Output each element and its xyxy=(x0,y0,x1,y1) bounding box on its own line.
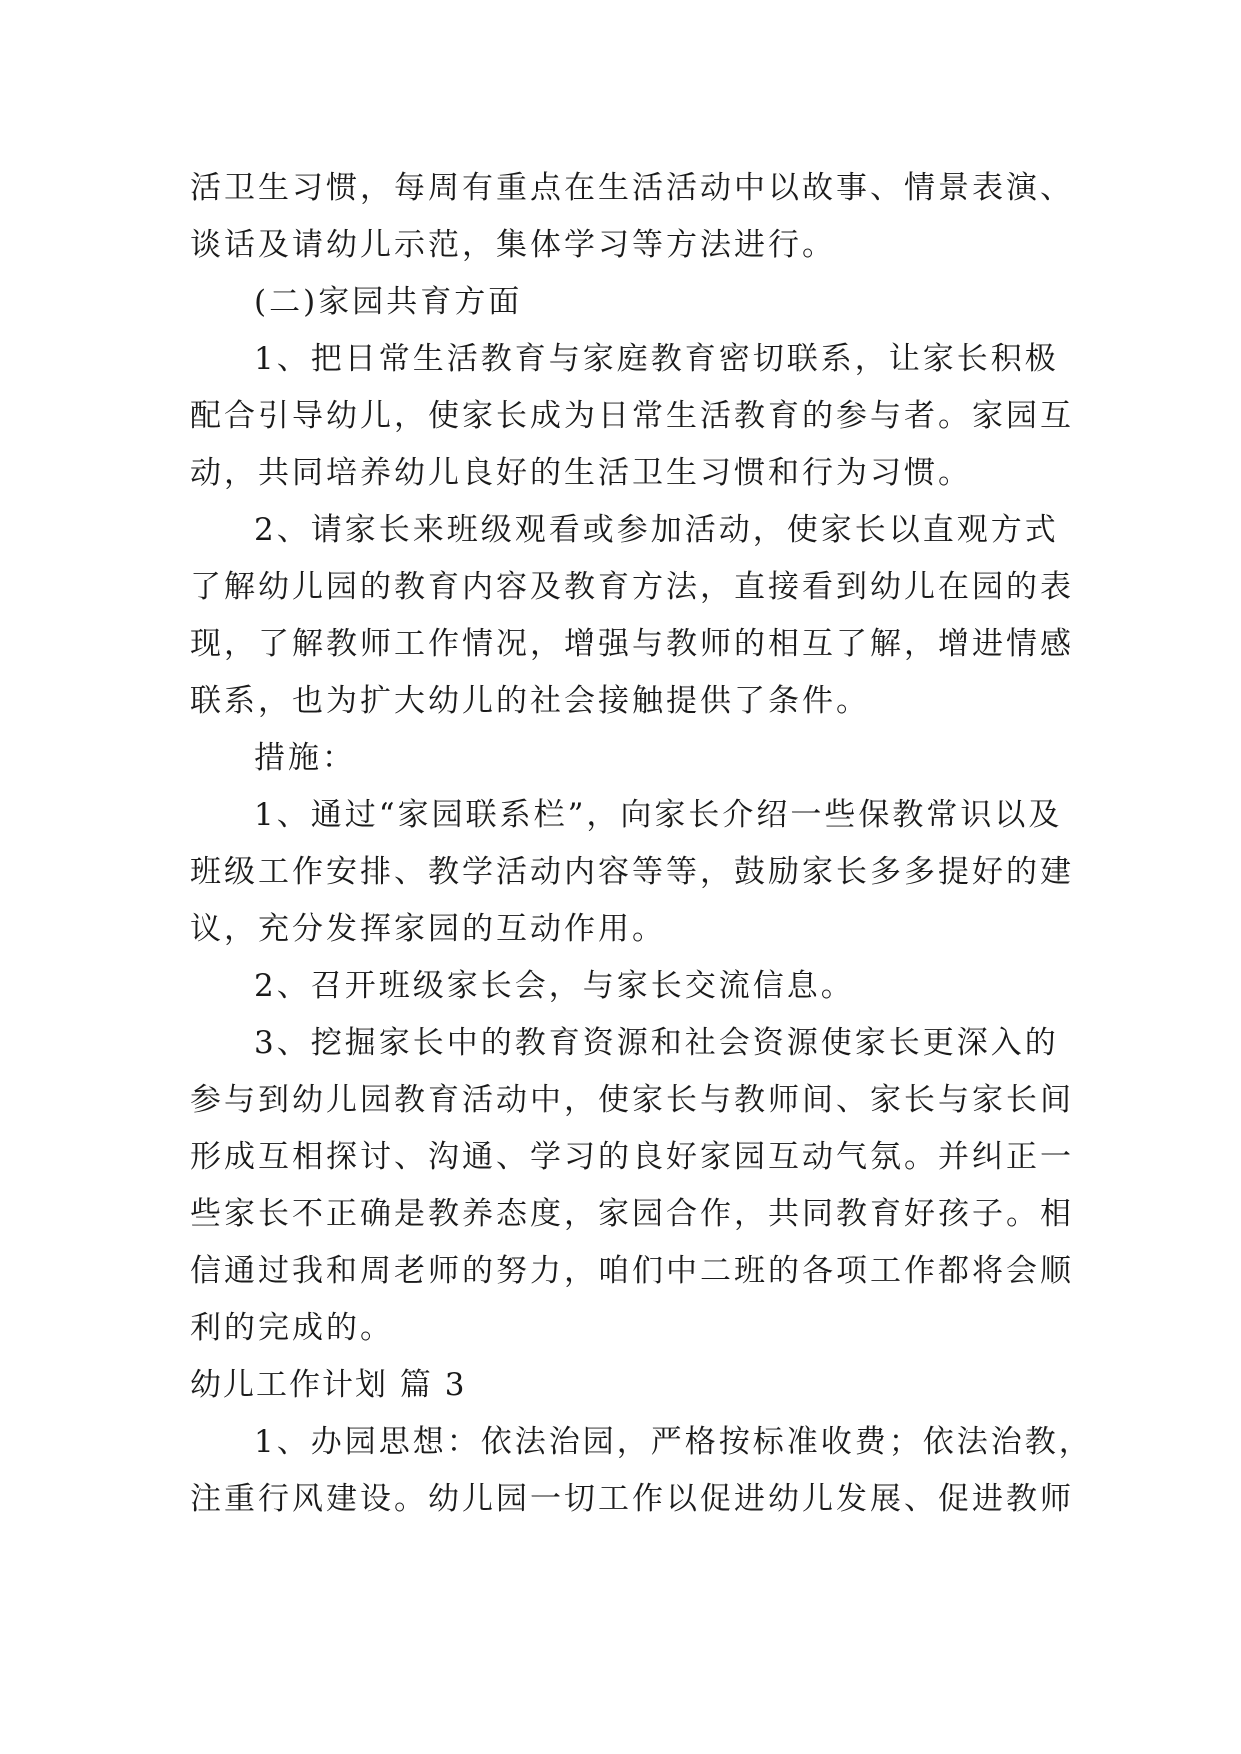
text-line: 了解幼儿园的教育内容及教育方法，直接看到幼儿在园的表 xyxy=(190,569,1074,605)
article-title: 幼儿工作计划 篇 3 xyxy=(190,1367,467,1403)
text-line: 配合引导幼儿，使家长成为日常生活教育的参与者。家园互 xyxy=(190,398,1074,434)
paragraph-start: 2、请家长来班级观看或参加活动，使家长以直观方式 xyxy=(254,512,1059,548)
text-line: 现，了解教师工作情况，增强与教师的相互了解，增进情感 xyxy=(190,626,1074,662)
measures-heading: 措施： xyxy=(254,740,356,776)
text-line: 形成互相探讨、沟通、学习的良好家园互动气氛。并纠正一 xyxy=(190,1139,1074,1175)
paragraph-start: 2、召开班级家长会，与家长交流信息。 xyxy=(254,968,855,1004)
text-line: 联系，也为扩大幼儿的社会接触提供了条件。 xyxy=(190,683,870,719)
text-line: 议，充分发挥家园的互动作用。 xyxy=(190,911,666,947)
text-line: 动，共同培养幼儿良好的生活卫生习惯和行为习惯。 xyxy=(190,455,972,491)
paragraph-start: 1、通过“家园联系栏”，向家长介绍一些保教常识以及 xyxy=(254,797,1063,833)
document-body xyxy=(190,160,1093,1528)
section-heading: (二)家园共育方面 xyxy=(254,284,523,320)
paragraph-start: 3、挖掘家长中的教育资源和社会资源使家长更深入的 xyxy=(254,1025,1059,1061)
text-line: 注重行风建设。幼儿园一切工作以促进幼儿发展、促进教师 xyxy=(190,1481,1074,1517)
text-line: 班级工作安排、教学活动内容等等，鼓励家长多多提好的建 xyxy=(190,854,1074,890)
text-line: 谈话及请幼儿示范，集体学习等方法进行。 xyxy=(190,227,836,263)
paragraph-start: 1、办园思想：依法治园，严格按标准收费；依法治教， xyxy=(254,1424,1093,1460)
paragraph-start: 1、把日常生活教育与家庭教育密切联系，让家长积极 xyxy=(254,341,1059,377)
text-line: 些家长不正确是教养态度，家园合作，共同教育好孩子。相 xyxy=(190,1196,1074,1232)
text-line: 活卫生习惯，每周有重点在生活活动中以故事、情景表演、 xyxy=(190,170,1074,206)
text-line: 利的完成的。 xyxy=(190,1310,394,1346)
text-line: 参与到幼儿园教育活动中，使家长与教师间、家长与家长间 xyxy=(190,1082,1074,1118)
text-line: 信通过我和周老师的努力，咱们中二班的各项工作都将会顺 xyxy=(190,1253,1074,1289)
